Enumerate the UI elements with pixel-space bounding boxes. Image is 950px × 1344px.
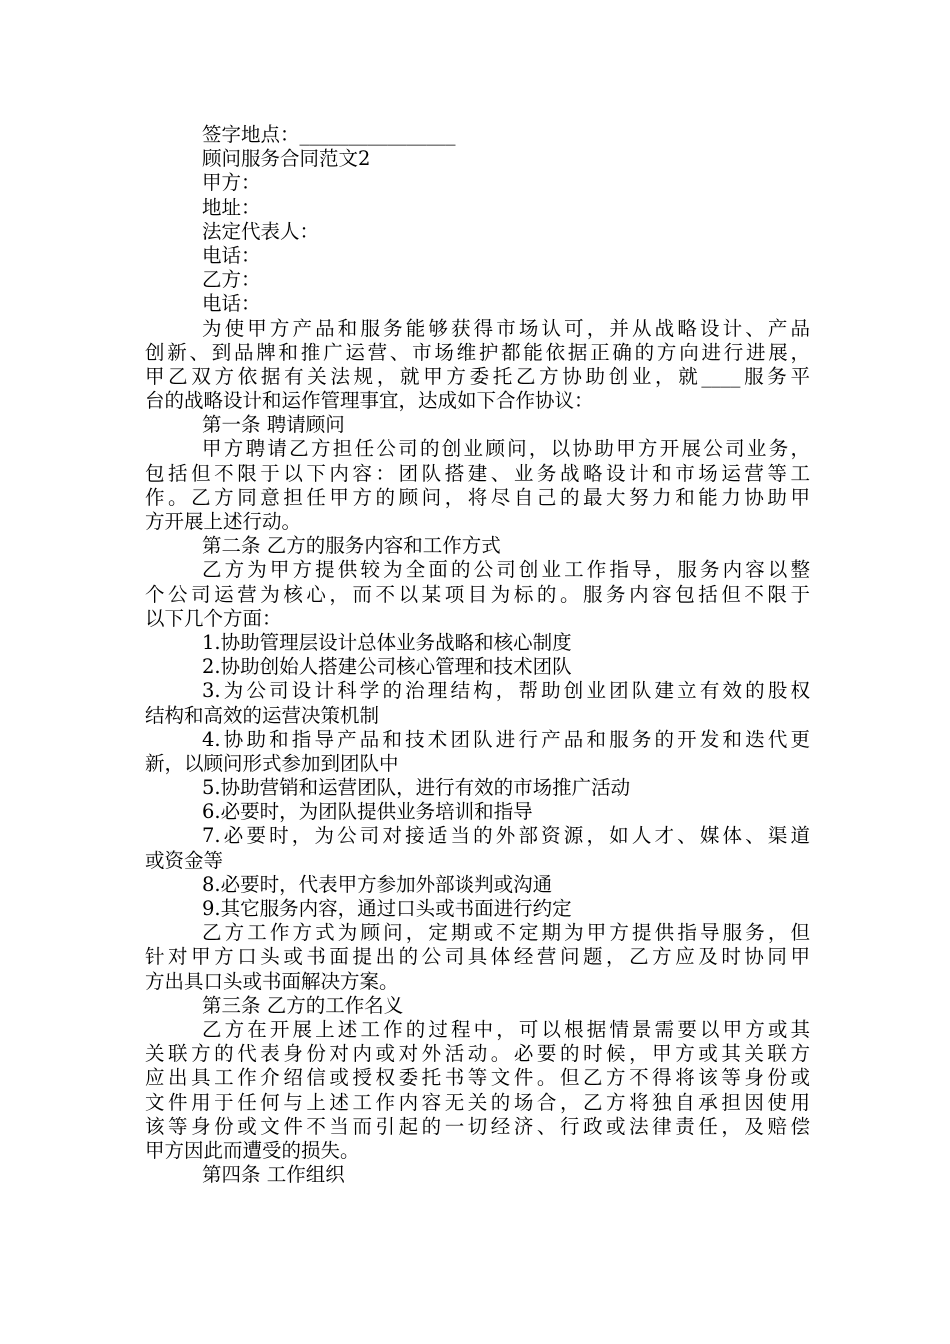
- text-line: 4.协助和指导产品和技术团队进行产品和服务的开发和迭代更: [202, 727, 810, 751]
- text-line: 方开展上述行动。: [145, 510, 302, 533]
- text-line: 乙方：: [202, 268, 261, 292]
- text-line: 新，以顾问形式参加到团队中: [145, 751, 399, 775]
- text-line: 顾问服务合同范文2: [202, 147, 371, 171]
- text-line: 第一条 聘请顾问: [202, 413, 345, 437]
- text-line: 台的战略设计和运作管理事宜，达成如下合作协议：: [145, 389, 594, 413]
- text-line: 乙方工作方式为顾问，定期或不定期为甲方提供指导服务，但: [202, 921, 810, 945]
- text-line: 创新、到品牌和推广运营、市场维护都能依据正确的方向进行进展，: [145, 340, 810, 364]
- text-line: 个公司运营为核心，而不以某项目为标的。服务内容包括但不限于: [145, 582, 810, 606]
- text-line: 1.协助管理层设计总体业务战略和核心制度: [202, 630, 572, 654]
- text-line: 签字地点：________________: [202, 123, 456, 146]
- document-body: [145, 123, 810, 1187]
- text-line: 7.必要时，为公司对接适当的外部资源，如人才、媒体、渠道: [202, 824, 810, 848]
- text-line: 该等身份或文件不当而引起的一切经济、行政或法律责任，及赔偿: [145, 1114, 810, 1138]
- text-line: 关联方的代表身份对内或对外活动。必要的时候，甲方或其关联方: [145, 1042, 810, 1066]
- text-line: 8.必要时，代表甲方参加外部谈判或沟通: [202, 872, 553, 896]
- text-line: 应出具工作介绍信或授权委托书等文件。但乙方不得将该等身份或: [145, 1066, 810, 1090]
- text-line: 3.为公司设计科学的治理结构，帮助创业团队建立有效的股权: [202, 679, 810, 703]
- text-line: 甲方：: [202, 171, 261, 195]
- text-line: 地址：: [202, 195, 261, 219]
- text-line: 或资金等: [145, 848, 224, 872]
- text-line: 针对甲方口头或书面提出的公司具体经营问题，乙方应及时协同甲: [145, 945, 810, 969]
- text-line: 第二条 乙方的服务内容和工作方式: [202, 534, 501, 558]
- text-line: 第三条 乙方的工作名义: [202, 993, 404, 1017]
- text-line: 为使甲方产品和服务能够获得市场认可，并从战略设计、产品: [202, 316, 810, 340]
- text-line: 9.其它服务内容，通过口头或书面进行约定: [202, 897, 572, 920]
- text-line: 第四条 工作组织: [202, 1163, 345, 1187]
- text-line: 结构和高效的运营决策机制: [145, 703, 380, 727]
- text-line: 2.协助创始人搭建公司核心管理和技术团队: [202, 655, 572, 679]
- text-line: 法定代表人：: [202, 219, 320, 243]
- text-line: 电话：: [202, 292, 261, 316]
- text-line: 5.协助营销和运营团队，进行有效的市场推广活动: [202, 776, 631, 800]
- text-line: 乙方为甲方提供较为全面的公司创业工作指导，服务内容以整: [202, 558, 810, 582]
- text-line: 甲乙双方依据有关法规，就甲方委托乙方协助创业，就____服务平: [145, 364, 810, 388]
- text-line: 6.必要时，为团队提供业务培训和指导: [202, 800, 533, 824]
- text-line: 甲方聘请乙方担任公司的创业顾问，以协助甲方开展公司业务，: [202, 437, 810, 461]
- text-line: 以下几个方面：: [145, 606, 282, 630]
- text-line: 作。乙方同意担任甲方的顾问，将尽自己的最大努力和能力协助甲: [145, 485, 810, 509]
- text-line: 包括但不限于以下内容：团队搭建、业务战略设计和市场运营等工: [145, 461, 810, 485]
- text-line: 电话：: [202, 243, 261, 267]
- text-line: 乙方在开展上述工作的过程中，可以根据情景需要以甲方或其: [202, 1017, 810, 1041]
- text-line: 方出具口头或书面解决方案。: [145, 969, 399, 993]
- text-line: 文件用于任何与上述工作内容无关的场合，乙方将独自承担因使用: [145, 1090, 810, 1114]
- text-line: 甲方因此而遭受的损失。: [145, 1138, 360, 1162]
